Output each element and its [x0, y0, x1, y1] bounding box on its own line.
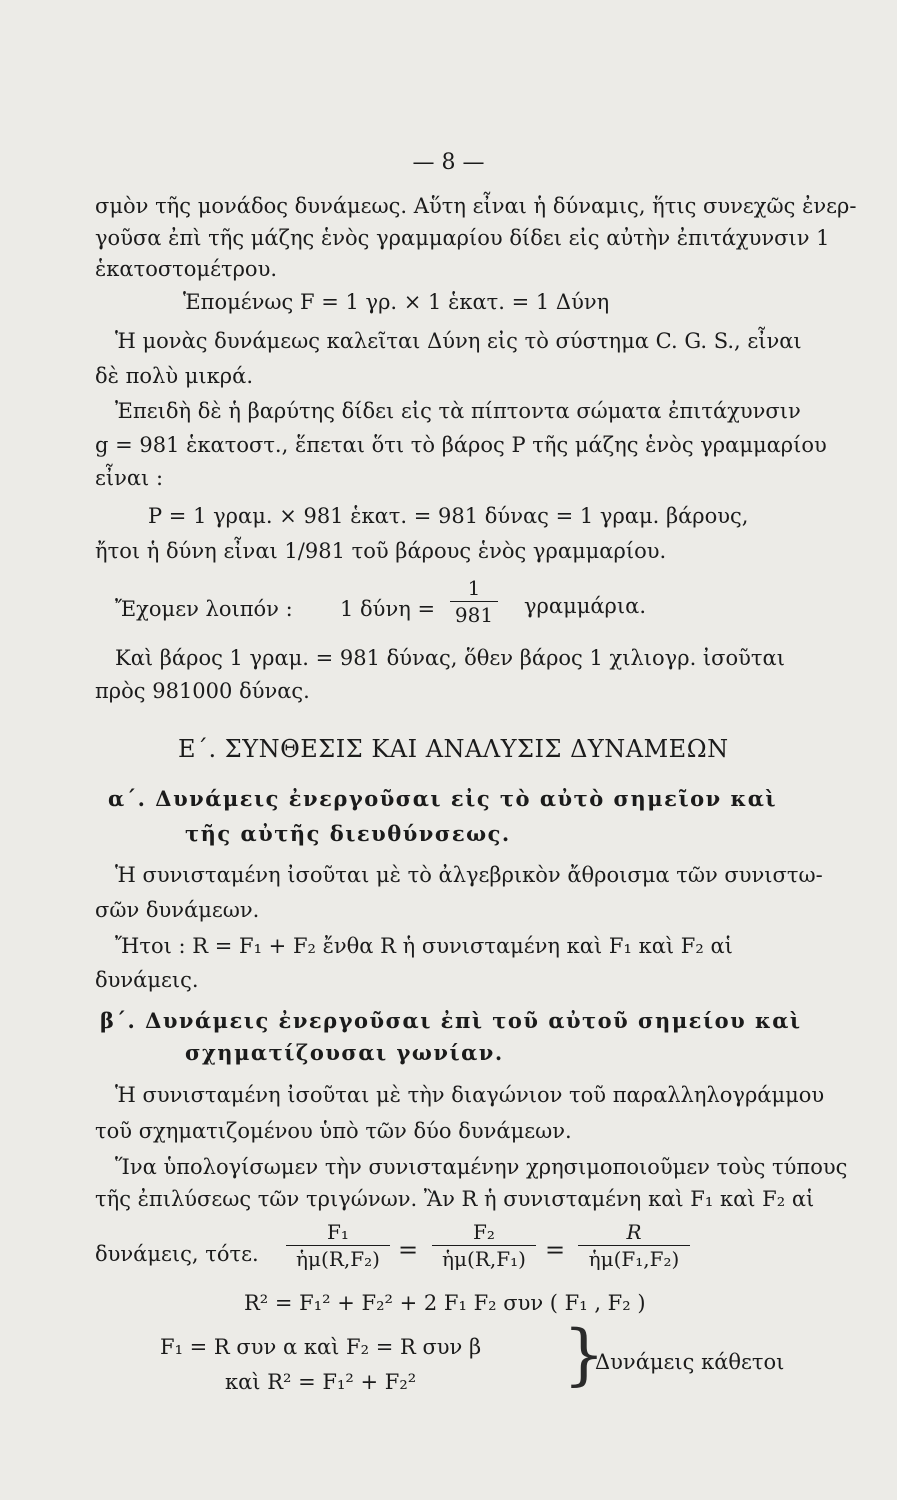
- fraction-numerator: 1: [467, 576, 481, 600]
- text-line: σῶν δυνάμεων.: [95, 898, 260, 922]
- text-line: σμὸν τῆς μονάδος δυνάμεως. Αὕτη εἶναι ἡ δύναμις, ἥτις συνεχῶς ἐνερ-: [95, 194, 857, 218]
- perpendicular-formula: καὶ R² = F₁² + F₂²: [225, 1370, 417, 1394]
- text-line: γοῦσα ἐπὶ τῆς μάζης ἑνὸς γραμμαρίου δίδει εἰς αὐτὴν ἐπιτάχυνσιν 1: [95, 226, 830, 250]
- text-line: ἑκατοστομέτρου.: [95, 257, 278, 281]
- text-line: γραμμάρια.: [524, 594, 646, 618]
- text-line: δυνάμεις, τότε.: [95, 1242, 259, 1266]
- fraction-f2-over-sin: [432, 1222, 536, 1269]
- text-line: 1 δύνη =: [340, 597, 436, 621]
- fraction-f1-over-sin: [286, 1222, 390, 1269]
- text-line: g = 981 ἑκατοστ., ἕπεται ὅτι τὸ βάρος P τῆς μάζης ἑνὸς γραμμαρίου: [95, 433, 827, 457]
- subsection-title-b: β΄. Δυνάμεις ἐνεργοῦσαι ἐπὶ τοῦ αὐτοῦ σημείου καὶ: [100, 1008, 802, 1033]
- text-line: Ἐπειδὴ δὲ ἡ βαρύτης δίδει εἰς τὰ πίπτοντα σώματα ἐπιτάχυνσιν: [115, 399, 801, 423]
- section-title: Ε΄. ΣΥΝΘΕΣΙΣ ΚΑΙ ΑΝΑΛΥΣΙΣ ΔΥΝΑΜΕΩΝ: [178, 735, 729, 763]
- text-line: Καὶ βάρος 1 γραμ. = 981 δύνας, ὅθεν βάρος 1 χιλιογρ. ἰσοῦται: [115, 646, 785, 670]
- subsection-title-a-cont: τῆς αὐτῆς διευθύνσεως.: [185, 821, 511, 846]
- equals-sign: =: [545, 1236, 566, 1264]
- fraction-denominator: ἡμ(R,F₁): [442, 1247, 526, 1271]
- fraction-numerator: F₂: [473, 1220, 495, 1244]
- text-line: δυνάμεις.: [95, 968, 199, 992]
- fraction-denominator: ἡμ(R,F₂): [296, 1247, 380, 1271]
- text-line: τοῦ σχηματιζομένου ὑπὸ τῶν δύο δυνάμεων.: [95, 1119, 572, 1143]
- fraction-denominator: 981: [454, 603, 494, 627]
- subsection-title-b-cont: σχηματίζουσαι γωνίαν.: [185, 1040, 504, 1065]
- text-line: Ἵνα ὑπολογίσωμεν τὴν συνισταμένην χρησιμοποιοῦμεν τοὺς τύπους: [115, 1155, 848, 1179]
- text-line: εἶναι :: [95, 466, 164, 490]
- text-line: Ἔχομεν λοιπόν :: [115, 597, 293, 621]
- text-line: τῆς ἐπιλύσεως τῶν τριγώνων. Ἂν R ἡ συνισταμένη καὶ F₁ καὶ F₂ αἱ: [95, 1187, 815, 1211]
- text-line: πρὸς 981000 δύνας.: [95, 679, 310, 703]
- fraction-numerator: F₁: [327, 1220, 349, 1244]
- fraction-one-over-981: [450, 578, 498, 625]
- text-line: Ἡ μονὰς δυνάμεως καλεῖται Δύνη εἰς τὸ σύστημα C. G. S., εἶναι: [115, 329, 802, 353]
- subsection-title-a: α΄. Δυνάμεις ἐνεργοῦσαι εἰς τὸ αὐτὸ σημεῖον καὶ: [108, 786, 778, 811]
- perpendicular-formula: F₁ = R συν α καὶ F₂ = R συν β: [160, 1335, 482, 1359]
- text-line: Ἡ συνισταμένη ἰσοῦται μὲ τὸ ἀλγεβρικὸν ἄθροισμα τῶν συνιστω-: [115, 863, 823, 887]
- fraction-r-over-sin: [578, 1222, 690, 1269]
- text-line: ἤτοι ἡ δύνη εἶναι 1/981 τοῦ βάρους ἑνὸς γραμμαρίου.: [95, 539, 667, 563]
- law-of-cosines: R² = F₁² + F₂² + 2 F₁ F₂ συν ( F₁ , F₂ ): [244, 1291, 646, 1315]
- text-line: Ἑπομένως F = 1 γρ. × 1 ἑκατ. = 1 Δύνη: [183, 290, 610, 314]
- fraction-denominator: ἡμ(F₁,F₂): [588, 1247, 680, 1271]
- right-brace-icon: }: [563, 1316, 605, 1393]
- page-number: — 8 —: [412, 150, 485, 175]
- text-line: Ἡ συνισταμένη ἰσοῦται μὲ τὴν διαγώνιον τοῦ παραλληλογράμμου: [115, 1083, 825, 1107]
- text-line: δὲ πολὺ μικρά.: [95, 364, 253, 388]
- equals-sign: =: [398, 1236, 419, 1264]
- text-line: Ἤτοι : R = F₁ + F₂ ἔνθα R ἡ συνισταμένη καὶ F₁ καὶ F₂ αἱ: [115, 934, 733, 958]
- fraction-numerator: R: [626, 1220, 642, 1244]
- brace-label: Δυνάμεις κάθετοι: [595, 1350, 785, 1374]
- text-line: P = 1 γραμ. × 981 ἑκατ. = 981 δύνας = 1 γραμ. βάρους,: [148, 504, 749, 528]
